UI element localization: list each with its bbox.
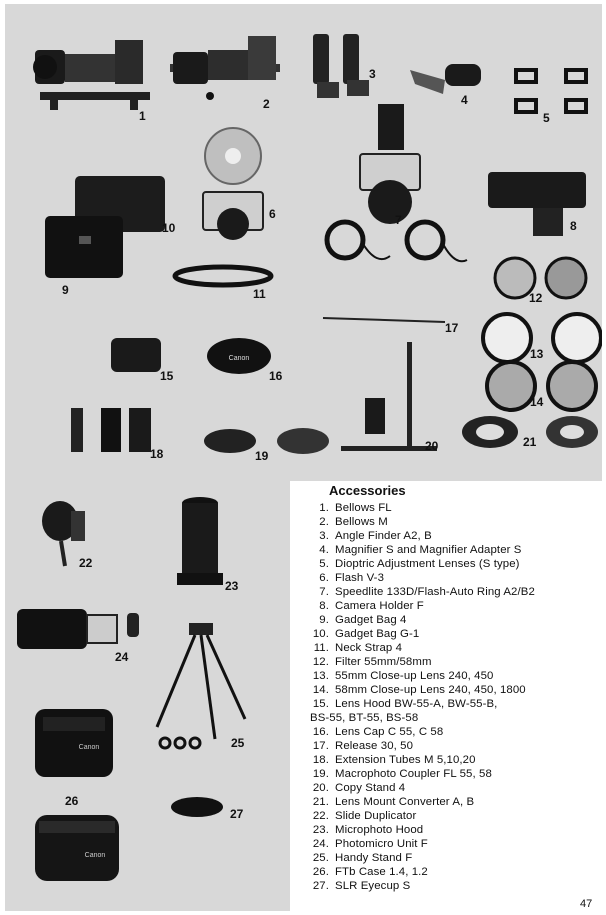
list-item: 4. Magnifier S and Magnifier Adapter S: [319, 544, 522, 556]
callout-18: 18: [150, 447, 164, 461]
list-item: 21. Lens Mount Converter A, B: [312, 796, 475, 808]
list-item: 7. Speedlite 133D/Flash-Auto Ring A2/B2: [319, 586, 535, 598]
accessories-heading: Accessories: [329, 483, 406, 498]
callout-12: 12: [529, 291, 543, 305]
callout-5: 5: [543, 111, 550, 125]
handy-stand-picture: [157, 623, 245, 748]
list-item: 12. Filter 55mm/58mm: [312, 656, 432, 668]
release-picture: [323, 318, 445, 322]
case-27-logo: Canon: [84, 852, 106, 859]
list-item: 5. Dioptric Adjustment Lenses (S type): [319, 558, 520, 570]
photomicro-unit-picture: [17, 609, 139, 649]
angle-finder-picture: [313, 34, 369, 98]
callout-9: 9: [62, 283, 69, 297]
list-item: 22. Slide Duplicator: [312, 810, 417, 822]
accessories-illustration-top: [5, 4, 602, 481]
list-item: 10. Gadget Bag G-1: [312, 628, 420, 640]
dioptric-lenses-picture: [516, 70, 586, 112]
callout-15: 15: [160, 369, 174, 383]
list-item-continuation: BS-55, BT-55, BS-58: [310, 712, 419, 724]
callout-8: 8: [570, 219, 577, 233]
case-26-logo: Canon: [78, 744, 100, 751]
callout-4: 4: [461, 93, 468, 107]
list-item: 1. Bellows FL: [319, 502, 392, 514]
callout-26: 26: [65, 794, 79, 808]
speedlite-picture: [327, 104, 467, 261]
callout-6: 6: [269, 207, 276, 221]
lens-hood-picture: [111, 338, 161, 372]
ftb-case-27-picture: [35, 815, 119, 881]
gadget-bags-picture: [45, 176, 165, 278]
accessories-photo-bottom: [5, 481, 290, 911]
slr-eyecup-picture: [171, 797, 223, 817]
list-item: 25. Handy Stand F: [312, 852, 413, 864]
callout-13: 13: [530, 347, 544, 361]
list-item: 6. Flash V-3: [319, 572, 385, 584]
extension-tubes-picture: [71, 408, 151, 452]
list-item: 18. Extension Tubes M 5,10,20: [312, 754, 476, 766]
bellows-m-picture: [170, 36, 280, 100]
callout-17: 17: [445, 321, 459, 335]
callout-10: 10: [162, 221, 176, 235]
list-item: 14. 58mm Close-up Lens 240, 450, 1800: [312, 684, 526, 696]
bellows-fl-picture: [33, 40, 150, 110]
callout-14: 14: [530, 395, 544, 409]
magnifier-picture: [410, 64, 481, 94]
list-item: 13. 55mm Close-up Lens 240, 450: [312, 670, 494, 682]
list-item: 2. Bellows M: [319, 516, 388, 528]
list-item: 27. SLR Eyecup S: [312, 880, 411, 892]
callout-1: 1: [139, 109, 146, 123]
list-item: 3. Angle Finder A2, B: [319, 530, 432, 542]
page-number: 47: [580, 898, 593, 910]
callout-23: 23: [225, 579, 239, 593]
callout-20: 20: [425, 439, 439, 453]
list-item: 9. Gadget Bag 4: [319, 614, 407, 626]
callout-27: 27: [230, 807, 244, 821]
callout-25: 25: [231, 736, 245, 750]
callout-22: 22: [79, 556, 93, 570]
list-item: 8. Camera Holder F: [319, 600, 424, 612]
list-item: 23. Microphoto Hood: [312, 824, 424, 836]
list-item: 17. Release 30, 50: [312, 740, 414, 752]
list-item: 16. Lens Cap C 55, C 58: [312, 726, 444, 738]
microphoto-hood-picture: [177, 497, 223, 585]
lens-cap-logo: Canon: [228, 355, 250, 362]
callout-7: 7: [395, 213, 402, 227]
list-item: 24. Photomicro Unit F: [312, 838, 428, 850]
flash-camera-picture: [203, 128, 263, 240]
list-item: 15. Lens Hood BW-55-A, BW-55-B,: [312, 698, 498, 710]
list-item: 11. Neck Strap 4: [313, 642, 403, 654]
accessories-illustration-bottom: [5, 481, 290, 911]
callout-2: 2: [263, 97, 270, 111]
list-item: 20. Copy Stand 4: [312, 782, 406, 794]
copy-stand-picture: [341, 342, 437, 451]
callout-3: 3: [369, 67, 376, 81]
list-item: 26. FTb Case 1.4, 1.2: [312, 866, 428, 878]
callout-24: 24: [115, 650, 129, 664]
neck-strap-picture: [175, 267, 271, 285]
callout-21: 21: [523, 435, 537, 449]
callout-19: 19: [255, 449, 269, 463]
callout-11: 11: [253, 287, 266, 301]
callout-16: 16: [269, 369, 283, 383]
list-item: 19. Macrophoto Coupler FL 55, 58: [312, 768, 492, 780]
ftb-case-26-picture: [35, 709, 113, 777]
accessories-photo-top: [5, 4, 602, 481]
